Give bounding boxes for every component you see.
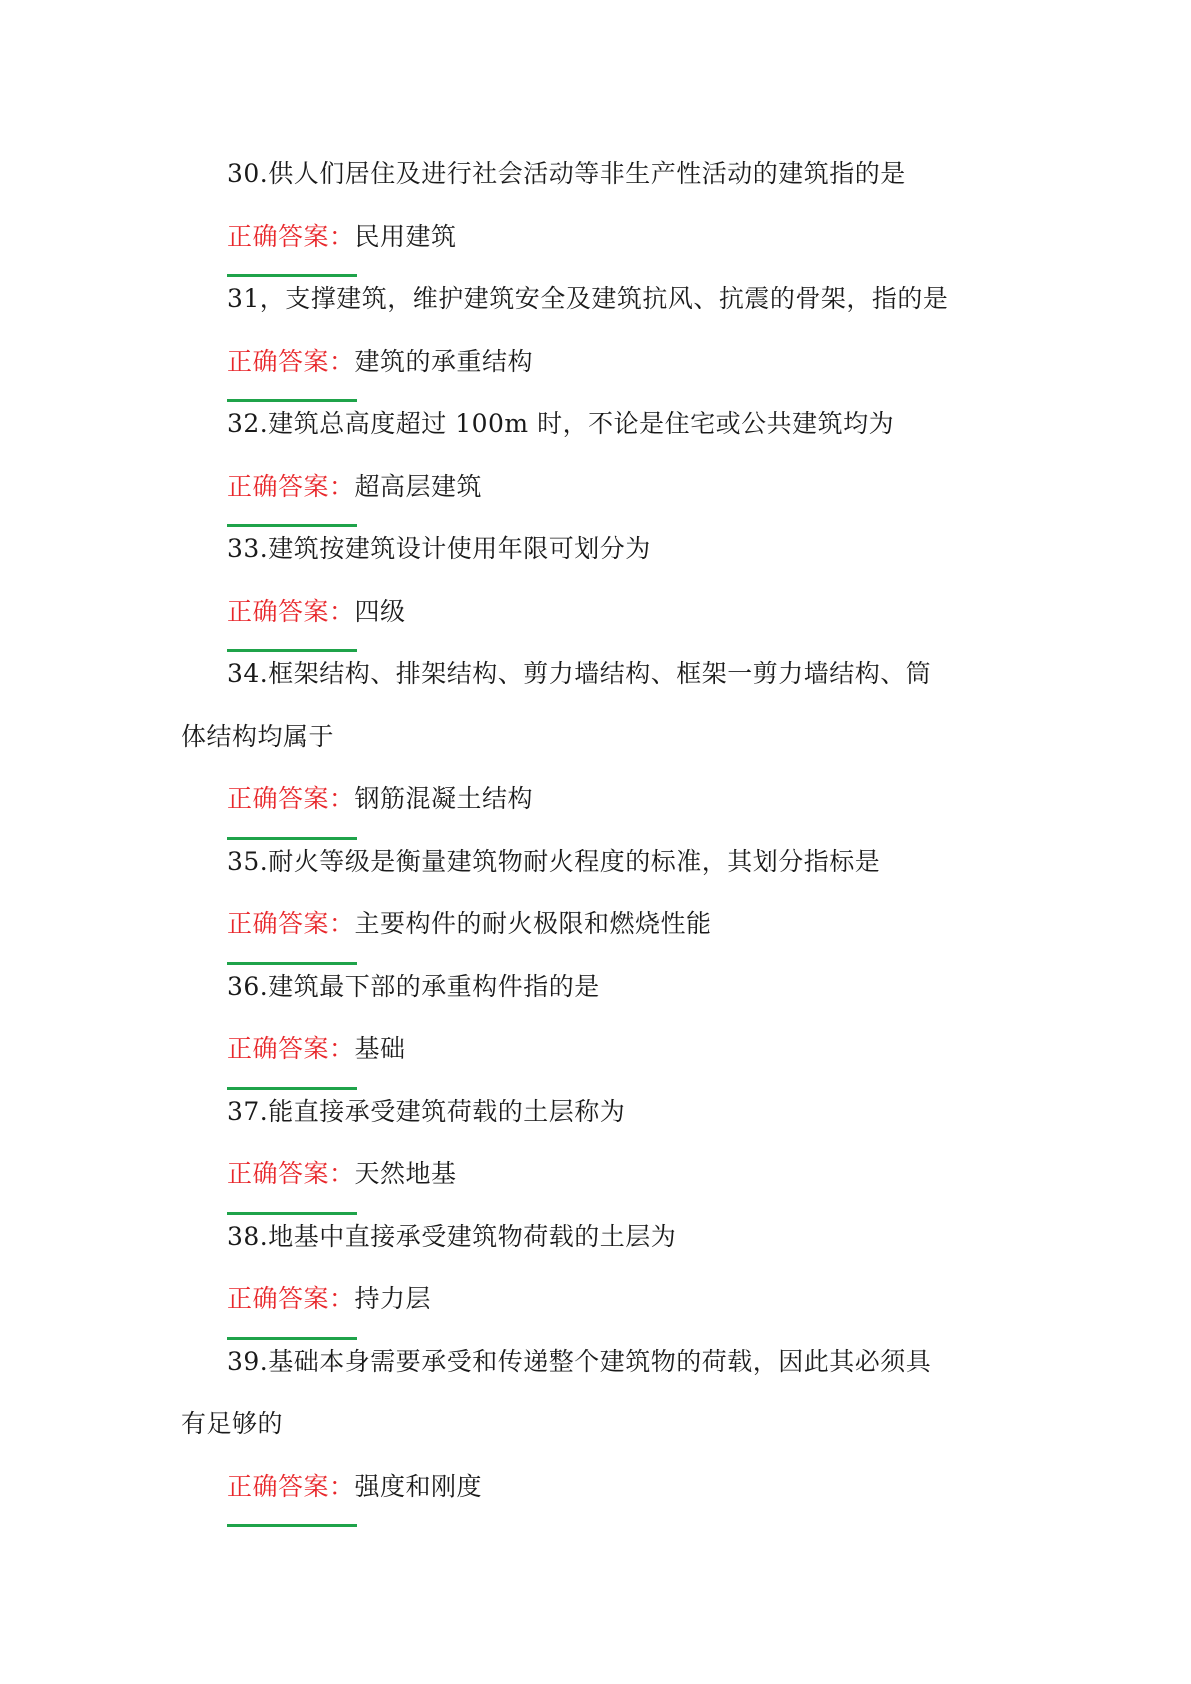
- question-line: 38.地基中直接承受建筑物荷载的土层为: [227, 1221, 677, 1251]
- answer-text: 民用建筑: [354, 221, 457, 251]
- answer-line: [181, 581, 1016, 644]
- answer-text: 钢筋混凝土结构: [354, 784, 534, 813]
- question-line: 32.建筑总高度超过 100m 时，不论是住宅或公共建筑均为: [227, 409, 895, 438]
- answer-label: 正确答案：: [227, 206, 355, 269]
- question-line: 34.框架结构、排架结构、剪力墙结构、框架一剪力墙结构、筒: [227, 659, 932, 688]
- question-line: 35.耐火等级是衡量建筑物耐火程度的标准，其划分指标是: [227, 846, 881, 876]
- answer-label: 正确答案：: [227, 768, 355, 831]
- answer-text: 基础: [354, 1034, 406, 1063]
- answer-label: 正确答案：: [227, 1018, 355, 1081]
- question-line-continued: 体结构均属于: [181, 721, 335, 751]
- question-line: 37.能直接承受建筑荷载的土层称为: [227, 1096, 626, 1126]
- answer-text: 天然地基: [354, 1159, 457, 1188]
- answer-label: 正确答案：: [227, 581, 355, 644]
- answer-line: [181, 1018, 1016, 1081]
- answer-line: [181, 768, 1016, 831]
- answer-line: [181, 331, 1016, 394]
- answer-label: 正确答案：: [227, 1456, 355, 1519]
- answer-line: [181, 1268, 1016, 1331]
- answer-line: [181, 1143, 1016, 1206]
- answer-text: 持力层: [354, 1284, 432, 1313]
- question-line-continued: 有足够的: [181, 1409, 284, 1438]
- answer-label: 正确答案：: [227, 893, 355, 956]
- answer-text: 强度和刚度: [354, 1471, 483, 1501]
- answer-line: [181, 1456, 1016, 1519]
- answer-label: 正确答案：: [227, 331, 355, 394]
- answer-text: 超高层建筑: [354, 471, 483, 501]
- question-line: 33.建筑按建筑设计使用年限可划分为: [227, 534, 651, 563]
- qa-list: [181, 143, 1016, 1518]
- answer-text: 四级: [354, 596, 406, 626]
- answer-line: [181, 456, 1016, 519]
- answer-label: 正确答案：: [227, 1268, 355, 1331]
- answer-text: 主要构件的耐火极限和燃烧性能: [354, 909, 712, 938]
- question-line: 30.供人们居住及进行社会活动等非生产性活动的建筑指的是: [227, 159, 906, 188]
- answer-line: [181, 893, 1016, 956]
- answer-label: 正确答案：: [227, 1143, 355, 1206]
- answer-text: 建筑的承重结构: [354, 346, 534, 376]
- question-line: 31，支撑建筑，维护建筑安全及建筑抗风、抗震的骨架，指的是: [227, 284, 949, 313]
- question-line: 39.基础本身需要承受和传递整个建筑物的荷载，因此其必须具: [227, 1346, 932, 1376]
- question-line: 36.建筑最下部的承重构件指的是: [227, 971, 600, 1001]
- answer-label: 正确答案：: [227, 456, 355, 519]
- answer-line: [181, 206, 1016, 269]
